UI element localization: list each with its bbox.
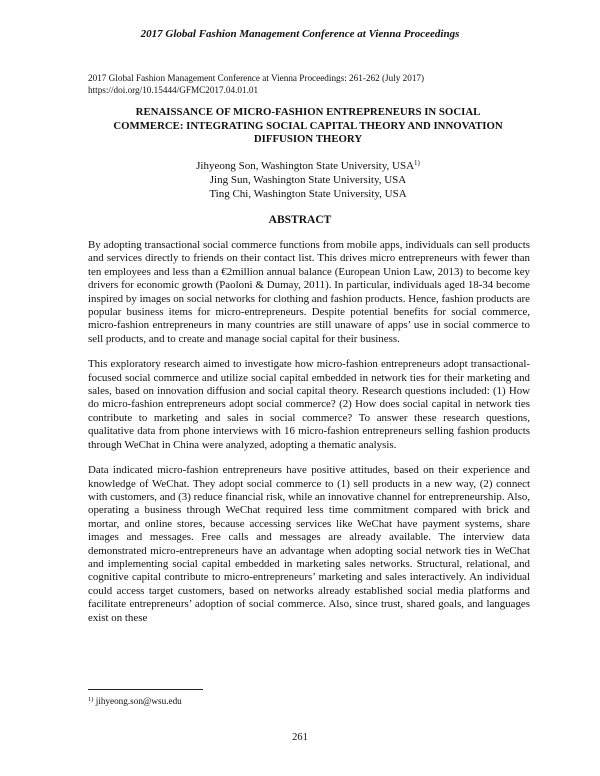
abstract-body	[88, 239, 530, 637]
footnote-mark: 1)	[414, 159, 420, 167]
author-list	[88, 159, 528, 201]
footnote	[88, 696, 182, 706]
author-line: Ting Chi, Washington State University, USA	[209, 188, 407, 200]
author-line	[88, 159, 528, 173]
footnote-mark: 1)	[88, 696, 94, 703]
abstract-paragraph: This exploratory research aimed to investigate how micro-fashion entrepreneurs adopt transactional-focused social commerce and utilize social capital embedded in network ties for their marketing and sales, based on innovation diffusion and social capital theory. Research questions included: (1) How do micro-fashion entrepreneurs adopt social commerce? (2) How does social capital in network ties contribute to marketing and sales in social commerce? To answer these research questions, qualitative data from phone interviews with 16 micro-fashion entrepreneurs selling fashion products through WeChat in China were analyzed, adopting a thematic analysis.	[88, 358, 530, 451]
footnote-email: jihyeong.son@wsu.edu	[95, 696, 182, 706]
citation-line: 2017 Global Fashion Management Conference at Vienna Proceedings: 261-262 (July 2017)	[88, 73, 425, 83]
abstract-paragraph: Data indicated micro-fashion entrepreneurs have positive attitudes, based on their experience and knowledge of WeChat. They adopt social commerce to (1) sell products in a new way, (2) connect with customers, and (3) reduce financial risk, while an innovative channel for entrepreneurship. Also, operating a business through WeChat required less time commitment compared with brick and mortar, and online stores, because accessing services like WeChat have payment systems, share images and messages. Free calls and messages are already available. The interview data demonstrated micro-entrepreneurs have an advantage when adopting social network ties in WeChat and implementing social capital embedded in marketing sales networks. Structural, relational, and cognitive capital contribute to micro-entrepreneurs’ marketing and sales interactively. An individual could access target customers, based on networks already established social media platforms and facilitate entrepreneurs’ adoption of social commerce. Also, since trust, shared goals, and languages exist on these	[88, 464, 530, 624]
title-line: RENAISSANCE OF MICRO-FASHION ENTREPRENEURS IN SOCIAL	[135, 106, 481, 118]
author-name: Jihyeong Son, Washington State University, USA	[196, 160, 415, 172]
footnote-divider	[88, 689, 203, 690]
abstract-heading: ABSTRACT	[268, 214, 332, 226]
title-line: COMMERCE: INTEGRATING SOCIAL CAPITAL THEORY AND INNOVATION	[113, 119, 503, 132]
citation-block	[88, 72, 528, 96]
doi-line: https://doi.org/10.15444/GFMC2017.04.01.01	[88, 85, 259, 95]
page-number: 261	[292, 732, 308, 743]
abstract-paragraph: By adopting transactional social commerce functions from mobile apps, individuals can sell products and services directly to friends on their contact list. This drives micro entrepreneurs with fewer than ten employees and less than a €2million annual balance (European Union Law, 2013) to become key drivers for economic growth (Paoloni & Dumay, 2011). In particular, individuals aged 18-34 become inspired by images on social networks for clothing and fashion products. Hence, fashion products are popular business items for micro-entrepreneurs. Despite potential benefits for social commerce, micro-fashion entrepreneurs in many countries are still unaware of apps’ use in social commerce to sell products, and to create and manage social capital for their business.	[88, 239, 530, 345]
running-header: 2017 Global Fashion Management Conference at Vienna Proceedings	[140, 28, 460, 40]
title-line: DIFFUSION THEORY	[253, 133, 363, 145]
author-line: Jing Sun, Washington State University, USA	[209, 174, 407, 186]
paper-title	[88, 106, 528, 147]
